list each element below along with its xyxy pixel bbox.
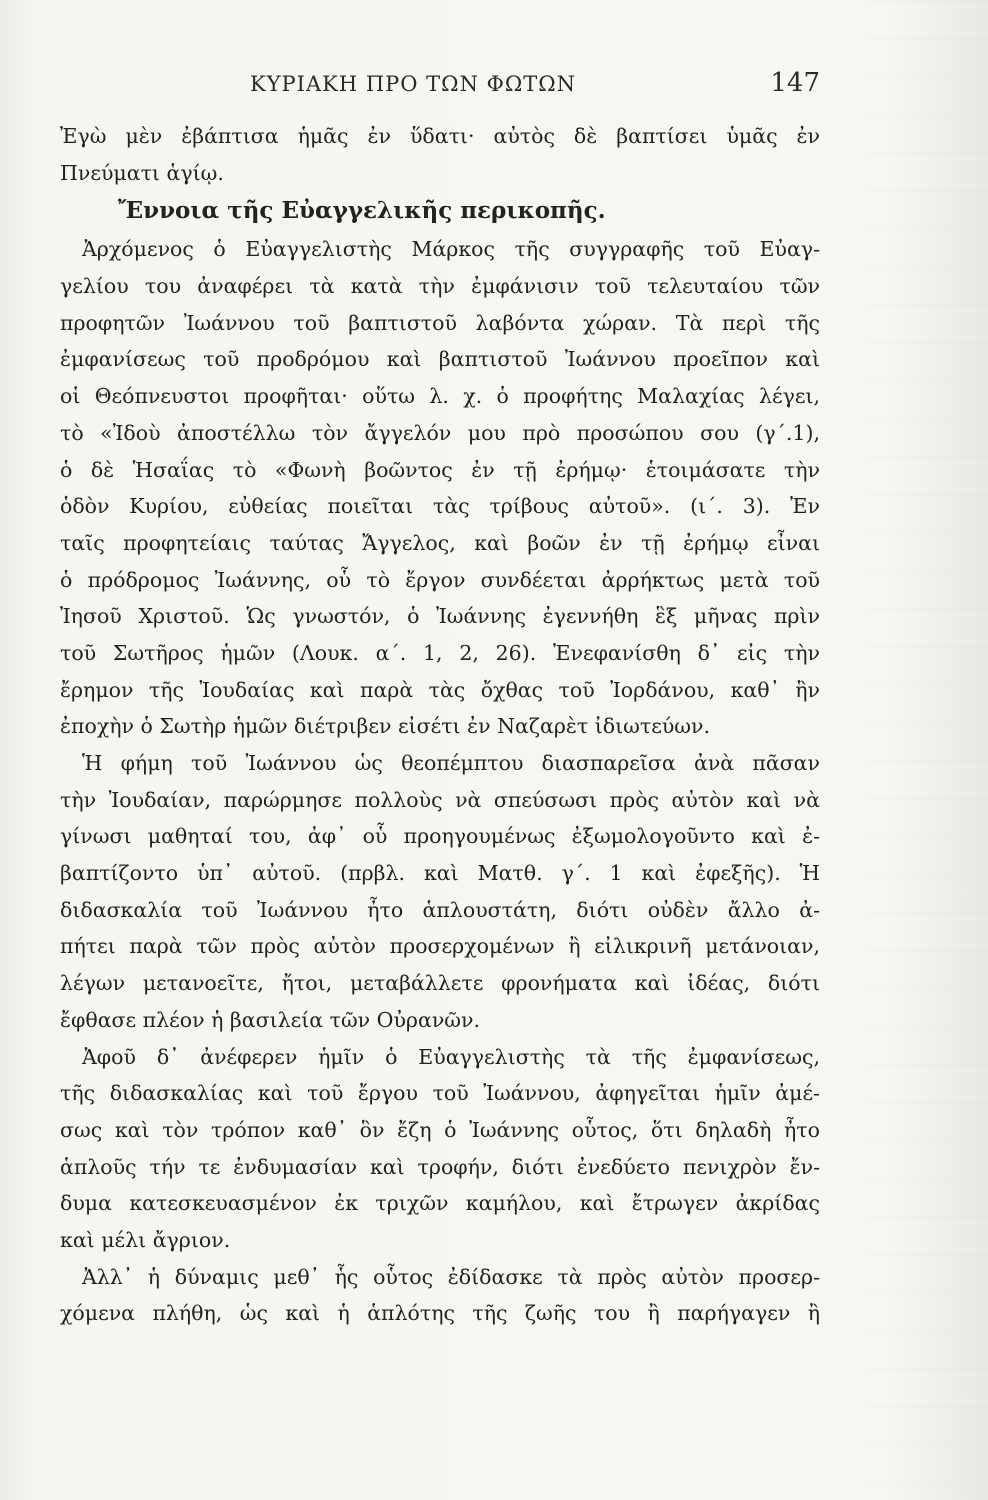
text-line: ἐποχὴν ὁ Σωτὴρ ἡμῶν διέτριβεν εἰσέτι ἐν Ναζαρὲτ ἰδιωτεύων.: [60, 714, 710, 739]
text-line: σως καὶ τὸν τρόπον καθ᾿ ὃν ἔζη ὁ Ἰωάννης οὗτος, ὅτι δηλαδὴ ἦτο: [60, 1117, 820, 1142]
text-line: Ἀφοῦ δ᾿ ἀνέφερεν ἡμῖν ὁ Εὐαγγελιστὴς τὰ τῆς ἐμφανίσεως,: [82, 1044, 820, 1069]
text-line: ἐμφανίσεως τοῦ προδρόμου καὶ βαπτιστοῦ Ἰωάννου προεῖπον καὶ: [60, 347, 820, 372]
text-line: γελίου του ἀναφέρει τὰ κατὰ τὴν ἐμφάνισιν τοῦ τελευταίου τῶν: [60, 274, 820, 299]
page-body-text: [60, 118, 820, 1332]
text-line: γίνωσι μαθηταί του, ἀφ᾿ οὗ προηγουμένως ἐξωμολογοῦντο καὶ ἐ-: [60, 824, 820, 849]
text-line: τοῦ Σωτῆρος ἡμῶν (Λουκ. α΄. 1, 2, 26). Ἐνεφανίσθη δ᾿ εἰς τὴν: [60, 640, 820, 665]
text-line: τὸ «Ἰδοὺ ἀποστέλλω τὸν ἄγγελόν μου πρὸ προσώπου σου (γ΄.1),: [60, 420, 820, 445]
text-line: Ἀλλ᾿ ἡ δύναμις μεθ᾿ ἧς οὗτος ἐδίδασκε τὰ πρὸς αὐτὸν προσερ-: [82, 1264, 820, 1289]
text-line: βαπτίζοντο ὑπ᾿ αὐτοῦ. (πρβλ. καὶ Ματθ. γ΄. 1 καὶ ἐφεξῆς). Ἡ: [60, 861, 820, 886]
text-line: ἔφθασε πλέον ἡ βασιλεία τῶν Οὐρανῶν.: [60, 1007, 480, 1032]
text-line: Ἡ φήμη τοῦ Ἰωάννου ὡς θεοπέμπτου διασπαρεῖσα ἀνὰ πᾶσαν: [82, 751, 820, 775]
text-line: χόμενα πλήθη, ὡς καὶ ἡ ἁπλότης τῆς ζωῆς του ἢ παρήγαγεν ἢ: [60, 1301, 820, 1326]
text-line: Ἀρχόμενος ὁ Εὐαγγελιστὴς Μάρκος τῆς συγγραφῆς τοῦ Εὐαγ-: [82, 237, 820, 262]
page-number: 147: [770, 68, 820, 98]
text-line: Ἐγὼ μὲν ἐβάπτισα ἡμᾶς ἐν ὕδατι· αὐτὸς δὲ βαπτίσει ὑμᾶς ἐν: [60, 124, 820, 148]
text-line: προφητῶν Ἰωάννου τοῦ βαπτιστοῦ λαβόντα χώραν. Τὰ περὶ τῆς: [60, 310, 820, 335]
show-through-shading: [868, 0, 988, 1500]
text-line: ἁπλοῦς τήν τε ἐνδυμασίαν καὶ τροφήν, διότι ἐνεδύετο πενιχρὸν ἔν-: [60, 1154, 820, 1179]
text-line: καὶ μέλι ἄγριον.: [60, 1227, 231, 1252]
text-line: Πνεύματι ἁγίῳ.: [60, 160, 224, 185]
text-line: τὴν Ἰουδαίαν, παρώρμησε πολλοὺς νὰ σπεύσωσι πρὸς αὐτὸν καὶ νὰ: [60, 787, 820, 812]
text-line: ὁδὸν Κυρίου, εὐθείας ποιεῖται τὰς τρίβους αὐτοῦ». (ι΄. 3). Ἐν: [60, 494, 820, 519]
text-line: λέγων μετανοεῖτε, ἤτοι, μεταβάλλετε φρονήματα καὶ ἰδέας, διότι: [60, 971, 820, 996]
text-line: πήτει παρὰ τῶν πρὸς αὐτὸν προσερχομένων ἢ εἰλικρινῆ μετάνοιαν,: [60, 934, 820, 959]
running-head: ΚΥΡΙΑΚΗ ΠΡΟ ΤΩΝ ΦΩΤΩΝ: [250, 72, 577, 96]
text-line: ὁ δὲ Ἡσαΐας τὸ «Φωνὴ βοῶντος ἐν τῇ ἐρήμῳ· ἑτοιμάσατε τὴν: [60, 457, 820, 482]
text-line: ταῖς προφητείαις ταύτας Ἄγγελος, καὶ βοῶν ἐν τῇ ἐρήμῳ εἶναι: [60, 530, 820, 555]
text-line: Ἰησοῦ Χριστοῦ. Ὡς γνωστόν, ὁ Ἰωάννης ἐγεννήθη ἓξ μῆνας πρὶν: [60, 604, 820, 629]
section-heading: Ἔννοια τῆς Εὐαγγελικῆς περικοπῆς.: [118, 197, 606, 225]
text-line: τῆς διδασκαλίας καὶ τοῦ ἔργου τοῦ Ἰωάννου, ἀφηγεῖται ἡμῖν ἀμέ-: [60, 1081, 820, 1106]
text-line: ὁ πρόδρομος Ἰωάννης, οὗ τὸ ἔργον συνδέεται ἀρρήκτως μετὰ τοῦ: [60, 567, 820, 592]
text-line: οἱ Θεόπνευστοι προφῆται· οὕτω λ. χ. ὁ προφήτης Μαλαχίας λέγει,: [60, 384, 820, 409]
text-line: ἔρημον τῆς Ἰουδαίας καὶ παρὰ τὰς ὄχθας τοῦ Ἰορδάνου, καθ᾿ ἣν: [60, 677, 820, 702]
page-header: [60, 68, 820, 108]
text-line: διδασκαλία τοῦ Ἰωάννου ἦτο ἁπλουστάτη, διότι οὐδὲν ἄλλο ἀ-: [60, 897, 820, 922]
text-line: δυμα κατεσκευασμένον ἐκ τριχῶν καμήλου, καὶ ἔτρωγεν ἀκρίδας: [60, 1191, 820, 1216]
